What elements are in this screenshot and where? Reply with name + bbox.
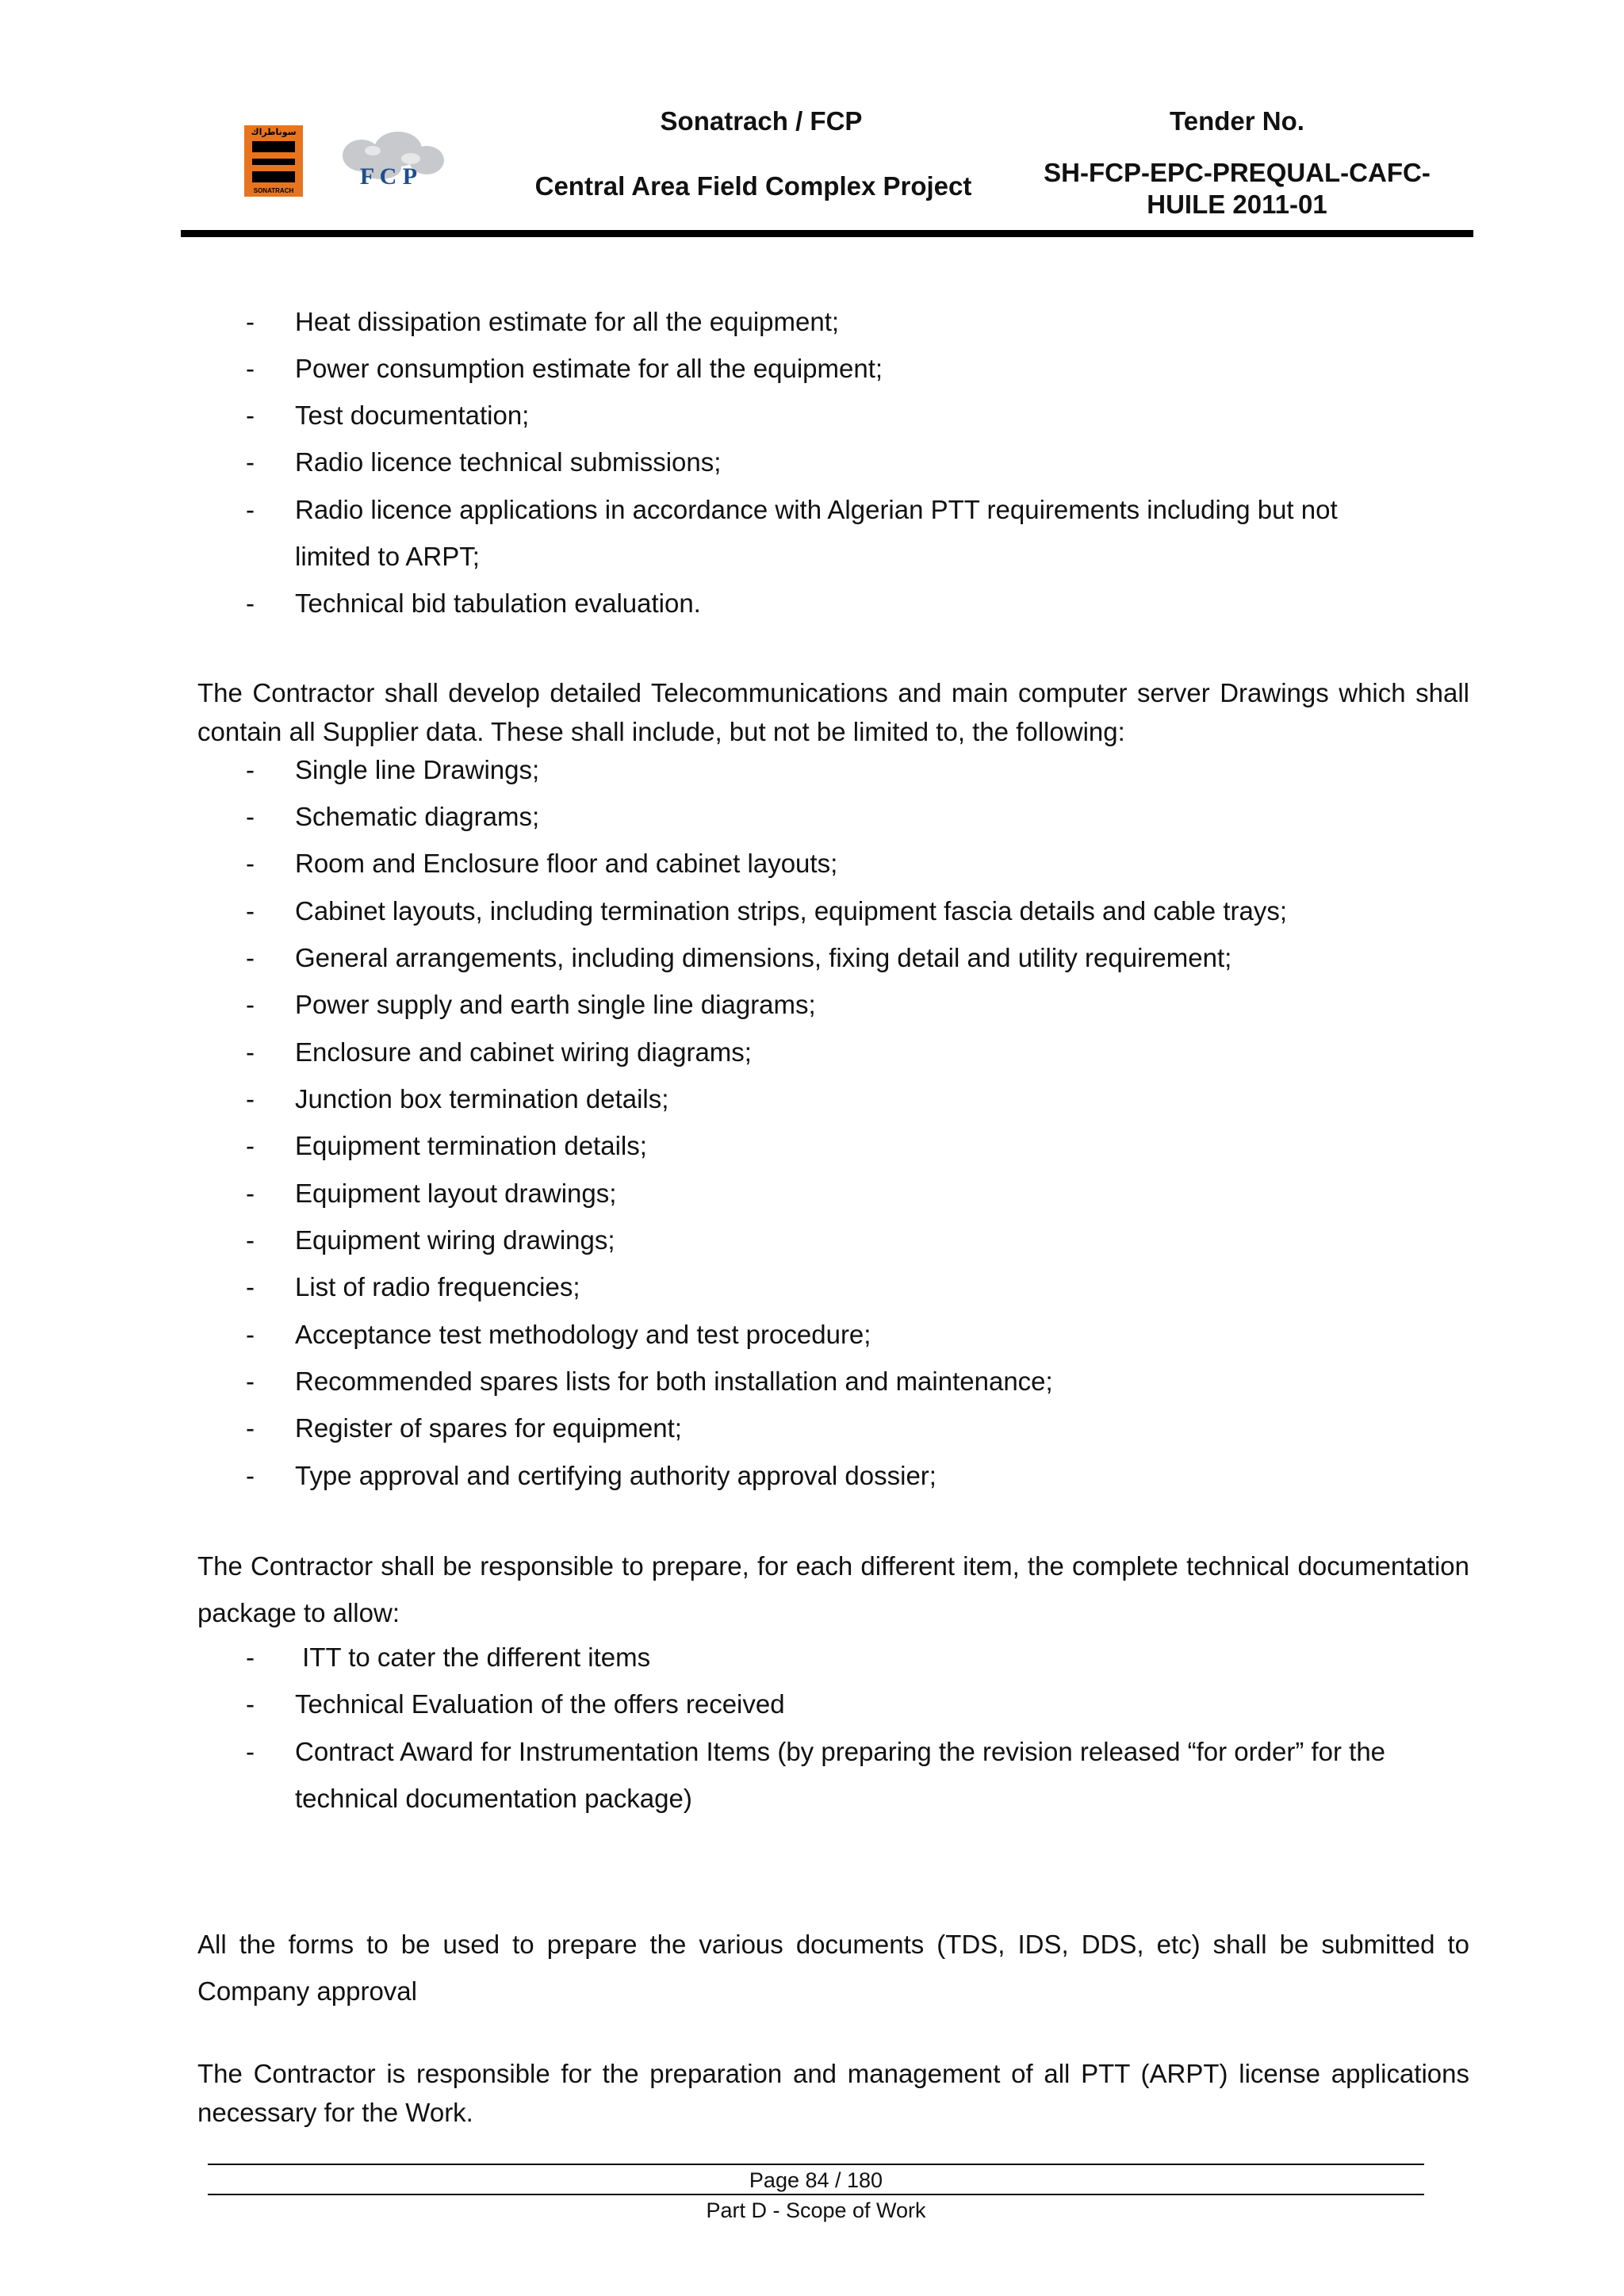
list-dash: - [246,1642,255,1672]
list-item: General arrangements, including dimensions, fixing detail and utility requirement; [295,943,1232,972]
header-company-project: Sonatrach / FCP [660,106,863,136]
list-dash: - [246,1131,255,1160]
list-dash: - [246,802,255,831]
list-item: Radio licence technical submissions; [295,447,722,477]
list-item: List of radio frequencies; [295,1272,580,1301]
list-dash: - [246,307,255,336]
header-tender-number-line1: SH-FCP-EPC-PREQUAL-CAFC- [1044,158,1431,187]
footer-section: Part D - Scope of Work [706,2198,926,2222]
header-rule [181,230,1473,237]
list-item: Type approval and certifying authority approval dossier; [295,1461,936,1490]
sonatrach-logo-arabic: سوناطراك [247,128,300,137]
list-item: Contract Award for Instrumentation Items (by preparing the revision released “for order” for the [295,1737,1386,1766]
header-tender-label: Tender No. [1170,106,1304,136]
footer-rule-middle [208,2194,1424,2195]
list-dash: - [246,990,255,1019]
list-dash: - [246,1689,255,1719]
fcp-logo-text: F C P [359,163,418,190]
list-dash: - [246,849,255,878]
list-item: Power consumption estimate for all the equipment; [295,354,883,383]
list-item: Schematic diagrams; [295,802,540,831]
list-dash: - [246,1225,255,1255]
list-dash: - [246,896,255,926]
list-item: Cabinet layouts, including termination strips, equipment fascia details and cable trays; [295,896,1288,926]
list-dash: - [246,401,255,430]
list-item: Single line Drawings; [295,755,540,784]
list-item: Heat dissipation estimate for all the equipment; [295,307,840,336]
list-dash: - [246,1320,255,1349]
list-item-continuation: technical documentation package) [295,1784,692,1813]
list-item: Technical Evaluation of the offers received [295,1689,785,1719]
list-dash: - [246,495,255,524]
list-item: Equipment layout drawings; [295,1179,617,1208]
paragraph-drawings: The Contractor shall develop detailed Telecommunications and main computer server Drawings which shall contain all Supplier data. These shall include, but not be limited to, the following: [197,678,1469,746]
footer-rule-top [208,2164,1424,2165]
fcp-logo [325,127,452,198]
list-item: Recommended spares lists for both installation and maintenance; [295,1366,1053,1396]
list-dash: - [246,447,255,477]
header-project-name: Central Area Field Complex Project [534,171,972,201]
list-item: Equipment wiring drawings; [295,1225,615,1255]
list-dash: - [246,1179,255,1208]
list-dash: - [246,354,255,383]
list-dash: - [246,1366,255,1396]
footer-page-number: Page 84 / 180 [749,2168,883,2192]
list-dash: - [246,1413,255,1443]
list-item-continuation: limited to ARPT; [295,542,480,571]
sonatrach-logo-mark [252,141,295,182]
paragraph-documentation-package: The Contractor shall be responsible to prepare, for each different item, the complete technical documentation package to allow: [197,1551,1469,1627]
list-item: Enclosure and cabinet wiring diagrams; [295,1037,752,1067]
list-item: Equipment termination details; [295,1131,647,1160]
list-dash: - [246,755,255,784]
sonatrach-logo-text: SONATRACH [253,187,294,194]
sonatrach-logo [244,125,303,197]
paragraph-ptt-license: The Contractor is responsible for the preparation and management of all PTT (ARPT) license applications necessary for the Work. [197,2059,1469,2127]
list-item: Radio licence applications in accordance with Algerian PTT requirements including but not [295,495,1338,524]
header-tender-number [1023,157,1451,220]
list-dash: - [246,1037,255,1067]
list-item: Room and Enclosure floor and cabinet layouts; [295,849,838,878]
list-dash: - [246,1084,255,1114]
list-item: Acceptance test methodology and test procedure; [295,1320,871,1349]
list-item: Technical bid tabulation evaluation. [295,588,701,618]
list-item: Power supply and earth single line diagrams; [295,990,816,1019]
list-item: Junction box termination details; [295,1084,669,1114]
list-item: Test documentation; [295,401,530,430]
paragraph-forms-approval: All the forms to be used to prepare the various documents (TDS, IDS, DDS, etc) shall be submitted to Company approval [197,1930,1469,2006]
header-tender-number-line2: HUILE 2011-01 [1147,190,1327,219]
list-item: Register of spares for equipment; [295,1413,682,1443]
list-dash: - [246,1737,255,1766]
list-dash: - [246,1461,255,1490]
list-item: ITT to cater the different items [295,1642,651,1672]
list-dash: - [246,588,255,618]
list-dash: - [246,1272,255,1301]
list-dash: - [246,943,255,972]
